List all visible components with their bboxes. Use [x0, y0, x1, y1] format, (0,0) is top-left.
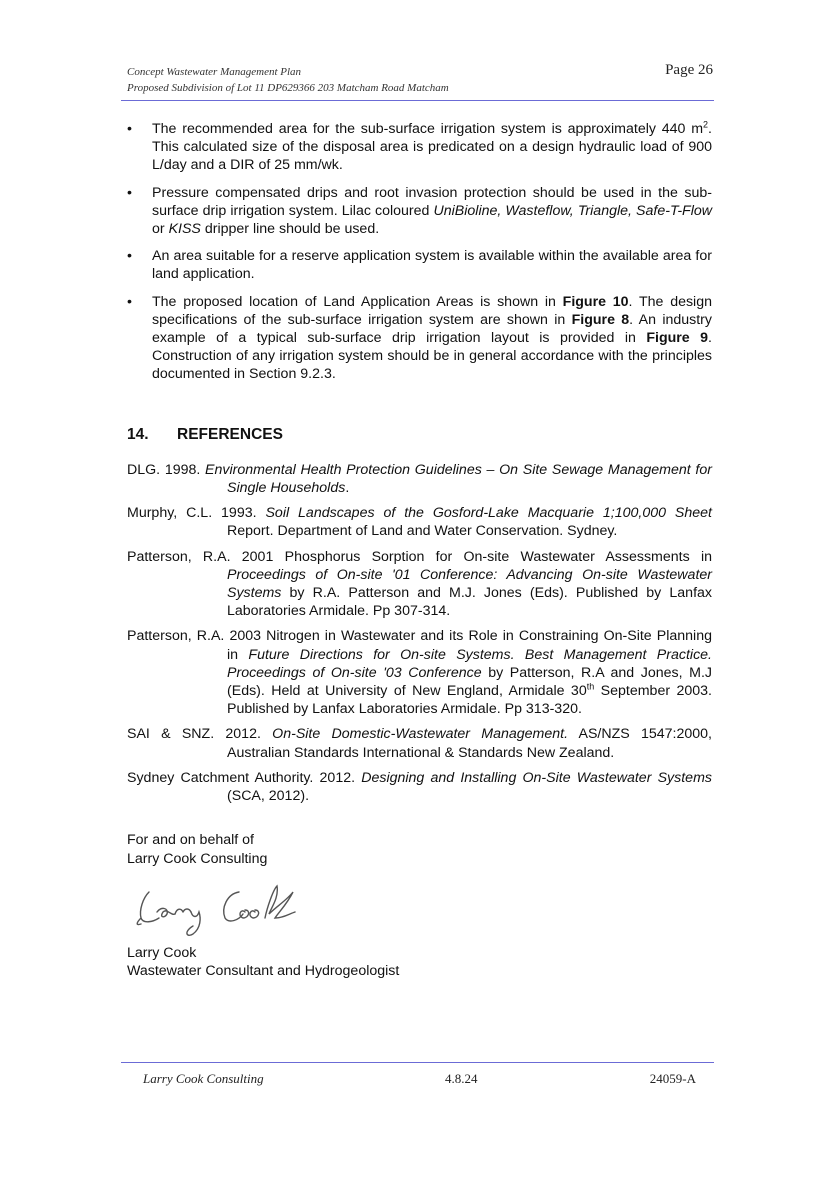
section-number: 14. — [127, 425, 149, 443]
text-run: DLG. 1998. — [127, 461, 206, 478]
signoff-line-1: For and on behalf of — [127, 832, 254, 849]
italic-text: On-Site Domestic-Wastewater Management. — [272, 726, 569, 743]
section-heading — [127, 426, 712, 444]
reference-item — [127, 548, 712, 621]
signatory-role: Wastewater Consultant and Hydrogeologist — [127, 962, 400, 979]
bullet-dot: • — [127, 248, 132, 265]
bullet-item — [127, 120, 712, 175]
page-content — [127, 120, 712, 980]
bullet-item — [127, 184, 712, 239]
section-title: REFERENCES — [177, 425, 283, 443]
text-run: . The design specifications of the sub-surface irrigation system are shown in — [152, 293, 712, 328]
reference-item — [127, 461, 712, 497]
text-run: by R.A. Patterson and M.J. Jones (Eds). Published by Lanfax Laboratories Armidale. Pp 307-314. — [227, 585, 712, 620]
bullet-dot: • — [127, 293, 132, 310]
page-number: Page 26 — [665, 62, 713, 78]
signoff-company: Larry Cook Consulting — [127, 850, 268, 867]
text-run: . An industry example of a typical sub-surface drip irrigation layout is provided in — [152, 311, 712, 347]
superscript-text: 2 — [703, 119, 709, 130]
text-run: Patterson, R.A. 2003 Nitrogen in Wastewater and its Role in Constraining On-Site Planning in — [127, 628, 712, 663]
text-run: SAI & SNZ. 2012. — [127, 726, 273, 743]
reference-item — [127, 627, 712, 718]
text-run: . Construction of any irrigation system should be in general accordance with the principles documented in Section 9.2.3. — [152, 330, 712, 383]
signatory-name: Larry Cook — [127, 944, 197, 961]
italic-text: KISS — [168, 221, 201, 238]
text-run: (SCA, 2012). — [227, 788, 310, 805]
text-run: Murphy, C.L. 1993. — [127, 505, 266, 522]
text-run: Pressure compensated drips and root invasion protection should be used in the sub-surface drip irrigation system. Lilac coloured — [152, 184, 712, 219]
footer-reference: 24059-A — [649, 1071, 696, 1086]
signature-image — [127, 878, 317, 938]
bullet-list — [127, 120, 712, 384]
text-run: An area suitable for a reserve application system is available within the available area for land application. — [152, 248, 712, 283]
text-run: Report. Department of Land and Water Conservation. Sydney. — [227, 523, 618, 540]
italic-text: Soil Landscapes of the Gosford-Lake Macquarie 1;100,000 Sheet — [265, 505, 712, 522]
reference-item — [127, 725, 712, 761]
italic-text: Environmental Health Protection Guidelines – On Site Sewage Management for Single Households — [205, 461, 712, 497]
footer-rule — [121, 1062, 714, 1063]
text-run: by Patterson, R.A and Jones, M.J (Eds). Held at University of New England, Armidale 30 — [227, 664, 712, 700]
bold-text: Figure 8 — [571, 311, 630, 328]
text-run: dripper line should be used. — [200, 221, 380, 238]
text-run: Patterson, R.A. 2001 Phosphorus Sorption for On-site Wastewater Assessments in — [127, 548, 712, 565]
text-run: September 2003. Published by Lanfax Laboratories Armidale. Pp 313-320. — [227, 683, 712, 718]
header-title: Concept Wastewater Management Plan — [127, 66, 302, 78]
bullet-dot: • — [127, 184, 132, 201]
reference-item — [127, 504, 712, 540]
text-run: AS/NZS 1547:2000, Australian Standards International & Standards New Zealand. — [227, 726, 713, 761]
header-rule — [121, 100, 714, 101]
bullet-item — [127, 293, 712, 384]
reference-item — [127, 769, 712, 805]
text-run: or — [152, 221, 169, 238]
text-run: Sydney Catchment Authority. 2012. — [127, 769, 362, 786]
italic-text: Future Directions for On-site Systems. Best Management Practice. Proceedings of On-site '03 Conference — [227, 646, 713, 681]
italic-text: UniBioline, Wasteflow, Triangle, Safe-T-Flow — [433, 202, 712, 219]
text-run: The recommended area for the sub-surface irrigation system is approximately 440 m — [152, 121, 704, 137]
text-run: . — [345, 480, 350, 497]
header-subtitle: Proposed Subdivision of Lot 11 DP629366 203 Matcham Road Matcham — [127, 82, 449, 94]
reference-list — [127, 461, 712, 805]
bold-text: Figure 9 — [646, 330, 709, 347]
page-header — [127, 64, 713, 96]
signature — [127, 878, 712, 936]
text-run: . This calculated size of the disposal area is predicated on a design hydraulic load of 900 L/day and a DIR of 25 mm/wk. — [152, 121, 712, 174]
footer-company: Larry Cook Consulting — [143, 1071, 264, 1086]
text-run: The proposed location of Land Application Areas is shown in — [152, 293, 563, 310]
superscript-text: th — [586, 681, 595, 692]
bold-text: Figure 10 — [562, 293, 629, 310]
bullet-item — [127, 247, 712, 283]
italic-text: Designing and Installing On-Site Wastewater Systems — [361, 769, 712, 786]
bullet-dot: • — [127, 121, 132, 137]
signoff-block — [127, 831, 712, 980]
italic-text: Proceedings of On-site '01 Conference: Advancing On-site Wastewater Systems — [227, 566, 712, 602]
footer-date: 4.8.24 — [445, 1071, 478, 1086]
